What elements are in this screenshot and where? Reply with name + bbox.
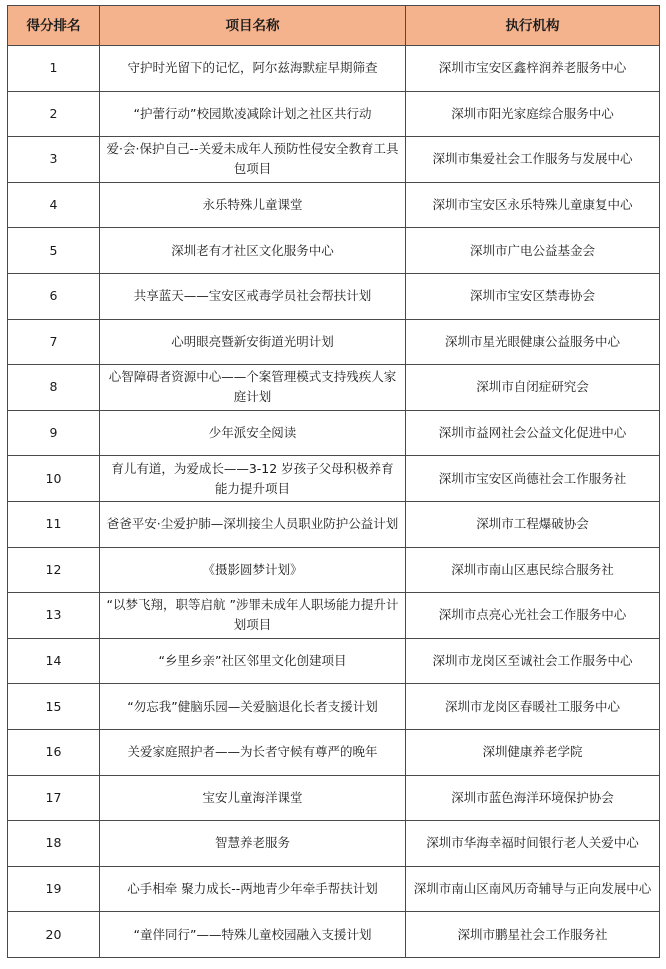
project-name-cell: 《摄影圆梦计划》 — [100, 547, 406, 593]
table-row — [8, 684, 660, 730]
rank-cell: 14 — [8, 638, 100, 684]
organization-cell: 深圳市宝安区鑫梓润养老服务中心 — [406, 46, 660, 92]
project-name-cell: 守护时光留下的记忆，阿尔兹海默症早期筛查 — [100, 46, 406, 92]
organization-cell: 深圳市宝安区尚德社会工作服务社 — [406, 456, 660, 502]
rank-cell: 15 — [8, 684, 100, 730]
rank-cell: 8 — [8, 365, 100, 411]
organization-cell: 深圳市南山区惠民综合服务社 — [406, 547, 660, 593]
project-name-cell: “童伴同行”——特殊儿童校园融入支援计划 — [100, 912, 406, 958]
rank-cell: 4 — [8, 182, 100, 228]
organization-cell: 深圳健康养老学院 — [406, 729, 660, 775]
table-row — [8, 866, 660, 912]
table-row — [8, 46, 660, 92]
table-row — [8, 273, 660, 319]
rank-cell: 11 — [8, 501, 100, 547]
rank-cell: 17 — [8, 775, 100, 821]
project-name-cell: 心智障碍者资源中心——个案管理模式支持残疾人家庭计划 — [100, 365, 406, 411]
table-row — [8, 638, 660, 684]
organization-cell: 深圳市星光眼健康公益服务中心 — [406, 319, 660, 365]
project-name-cell: 宝安儿童海洋课堂 — [100, 775, 406, 821]
table-row — [8, 91, 660, 137]
header-rank: 得分排名 — [8, 6, 100, 46]
table-row — [8, 319, 660, 365]
organization-cell: 深圳市龙岗区春暖社工服务中心 — [406, 684, 660, 730]
organization-cell: 深圳市广电公益基金会 — [406, 228, 660, 274]
table-row — [8, 821, 660, 867]
rank-cell: 10 — [8, 456, 100, 502]
organization-cell: 深圳市集爱社会工作服务与发展中心 — [406, 137, 660, 183]
ranking-table — [7, 5, 660, 958]
project-name-cell: 智慧养老服务 — [100, 821, 406, 867]
rank-cell: 12 — [8, 547, 100, 593]
rank-cell: 20 — [8, 912, 100, 958]
table-row — [8, 912, 660, 958]
table-row — [8, 775, 660, 821]
project-name-cell: “以梦飞翔，职等启航 ”涉罪未成年人职场能力提升计划项目 — [100, 593, 406, 639]
rank-cell: 6 — [8, 273, 100, 319]
rank-cell: 1 — [8, 46, 100, 92]
project-name-cell: “勿忘我”健脑乐园—关爱脑退化长者支援计划 — [100, 684, 406, 730]
project-name-cell: 少年派安全阅读 — [100, 410, 406, 456]
organization-cell: 深圳市点亮心光社会工作服务中心 — [406, 593, 660, 639]
rank-cell: 19 — [8, 866, 100, 912]
project-name-cell: 育儿有道，为爱成长——3-12 岁孩子父母积极养育能力提升项目 — [100, 456, 406, 502]
table-row — [8, 410, 660, 456]
rank-cell: 13 — [8, 593, 100, 639]
project-name-cell: 爸爸平安·尘爱护肺—深圳接尘人员职业防护公益计划 — [100, 501, 406, 547]
table-row — [8, 729, 660, 775]
organization-cell: 深圳市蓝色海洋环境保护协会 — [406, 775, 660, 821]
table-row — [8, 137, 660, 183]
rank-cell: 5 — [8, 228, 100, 274]
rank-cell: 7 — [8, 319, 100, 365]
organization-cell: 深圳市鹏星社会工作服务社 — [406, 912, 660, 958]
project-name-cell: 永乐特殊儿童课堂 — [100, 182, 406, 228]
organization-cell: 深圳市南山区南风历奇辅导与正向发展中心 — [406, 866, 660, 912]
table-row — [8, 547, 660, 593]
rank-cell: 3 — [8, 137, 100, 183]
table-row — [8, 365, 660, 411]
organization-cell: 深圳市宝安区永乐特殊儿童康复中心 — [406, 182, 660, 228]
organization-cell: 深圳市华海幸福时间银行老人关爱中心 — [406, 821, 660, 867]
table-row — [8, 228, 660, 274]
header-project-name: 项目名称 — [100, 6, 406, 46]
rank-cell: 9 — [8, 410, 100, 456]
project-name-cell: 共享蓝天——宝安区戒毒学员社会帮扶计划 — [100, 273, 406, 319]
project-name-cell: 深圳老有才社区文化服务中心 — [100, 228, 406, 274]
organization-cell: 深圳市自闭症研究会 — [406, 365, 660, 411]
rank-cell: 2 — [8, 91, 100, 137]
rank-cell: 18 — [8, 821, 100, 867]
organization-cell: 深圳市益网社会公益文化促进中心 — [406, 410, 660, 456]
organization-cell: 深圳市工程爆破协会 — [406, 501, 660, 547]
table-body — [8, 46, 660, 958]
project-name-cell: 心明眼亮暨新安街道光明计划 — [100, 319, 406, 365]
organization-cell: 深圳市龙岗区至诚社会工作服务中心 — [406, 638, 660, 684]
table-row — [8, 182, 660, 228]
project-name-cell: “乡里乡亲”社区邻里文化创建项目 — [100, 638, 406, 684]
rank-cell: 16 — [8, 729, 100, 775]
project-name-cell: 关爱家庭照护者——为长者守候有尊严的晚年 — [100, 729, 406, 775]
project-name-cell: 爱·会·保护自己--关爱未成年人预防性侵安全教育工具包项目 — [100, 137, 406, 183]
project-name-cell: 心手相牵 聚力成长--两地青少年牵手帮扶计划 — [100, 866, 406, 912]
project-name-cell: “护蕾行动”校园欺凌减除计划之社区共行动 — [100, 91, 406, 137]
table-header-row — [8, 6, 660, 46]
organization-cell: 深圳市阳光家庭综合服务中心 — [406, 91, 660, 137]
table-row — [8, 501, 660, 547]
table-row — [8, 593, 660, 639]
organization-cell: 深圳市宝安区禁毒协会 — [406, 273, 660, 319]
header-organization: 执行机构 — [406, 6, 660, 46]
table-row — [8, 456, 660, 502]
